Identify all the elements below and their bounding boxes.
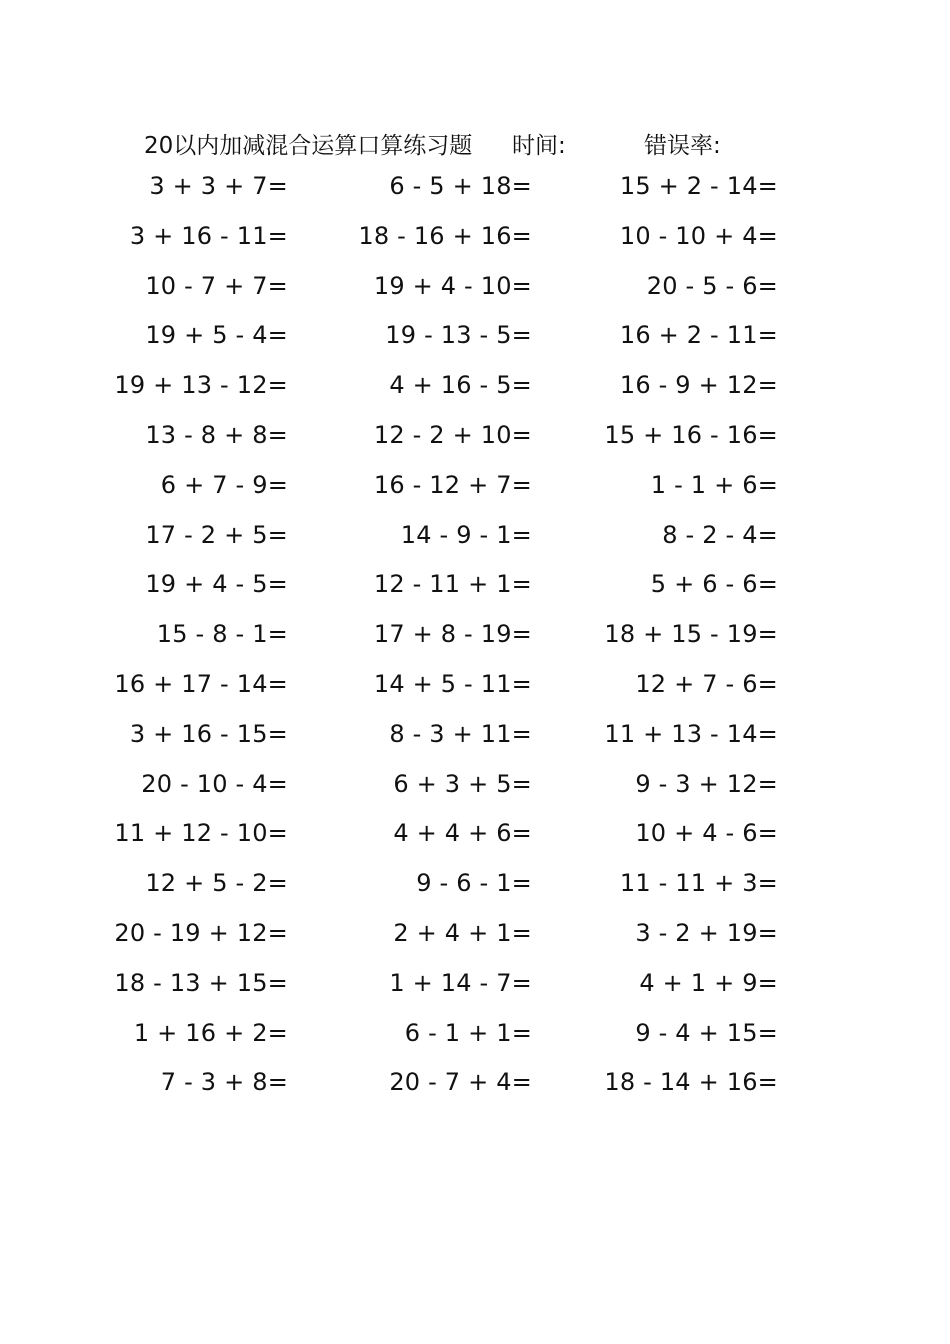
- arithmetic-problem: 16 - 12 + 7=: [373, 470, 532, 499]
- arithmetic-problem: 5 + 6 - 6=: [650, 570, 778, 599]
- arithmetic-problem: 17 - 2 + 5=: [145, 520, 288, 549]
- arithmetic-problem: 6 - 1 + 1=: [404, 1018, 532, 1047]
- arithmetic-problem: 19 + 13 - 12=: [114, 371, 288, 400]
- arithmetic-problem: 1 - 1 + 6=: [650, 470, 778, 499]
- arithmetic-problem: 3 - 2 + 19=: [635, 918, 778, 947]
- arithmetic-problem: 6 - 5 + 18=: [389, 172, 532, 200]
- problem-row: [0, 570, 950, 620]
- arithmetic-problem: 14 + 5 - 11=: [373, 669, 532, 698]
- arithmetic-problem: 4 + 4 + 6=: [393, 819, 532, 848]
- arithmetic-problem: 15 - 8 - 1=: [156, 620, 288, 649]
- arithmetic-problem: 3 + 3 + 7=: [149, 172, 288, 200]
- arithmetic-problem: 11 - 11 + 3=: [619, 869, 778, 898]
- problem-row: [0, 919, 950, 969]
- arithmetic-problem: 19 + 5 - 4=: [145, 321, 288, 350]
- arithmetic-problem: 9 - 6 - 1=: [416, 869, 532, 898]
- arithmetic-problem: 6 + 3 + 5=: [393, 769, 532, 798]
- problem-row: [0, 521, 950, 571]
- arithmetic-problem: 2 + 4 + 1=: [393, 918, 532, 947]
- arithmetic-problem: 18 - 16 + 16=: [358, 221, 532, 250]
- problem-row: [0, 272, 950, 322]
- worksheet-header: [0, 127, 950, 159]
- problem-row: [0, 620, 950, 670]
- arithmetic-problem: 18 - 14 + 16=: [604, 1068, 778, 1097]
- problem-row: [0, 670, 950, 720]
- arithmetic-problem: 10 - 7 + 7=: [145, 271, 288, 300]
- problem-row: [0, 1068, 950, 1118]
- arithmetic-problem: 1 + 16 + 2=: [133, 1018, 288, 1047]
- problem-row: [0, 770, 950, 820]
- arithmetic-problem: 20 - 10 - 4=: [141, 769, 288, 798]
- arithmetic-problem: 16 + 17 - 14=: [114, 669, 288, 698]
- arithmetic-problem: 10 - 10 + 4=: [619, 221, 778, 250]
- arithmetic-problem: 11 + 12 - 10=: [114, 819, 288, 848]
- arithmetic-problem: 20 - 19 + 12=: [114, 918, 288, 947]
- arithmetic-problem: 14 - 9 - 1=: [400, 520, 532, 549]
- arithmetic-problem: 16 - 9 + 12=: [619, 371, 778, 400]
- problem-row: [0, 421, 950, 471]
- problem-row: [0, 321, 950, 371]
- arithmetic-problem: 18 + 15 - 19=: [604, 620, 778, 649]
- arithmetic-problem: 12 + 5 - 2=: [145, 869, 288, 898]
- arithmetic-problem: 19 - 13 - 5=: [385, 321, 532, 350]
- worksheet-title: 20以内加减混合运算口算练习题: [144, 133, 473, 159]
- problem-row: [0, 869, 950, 919]
- problem-row: [0, 172, 950, 222]
- error-rate-label: 错误率:: [644, 133, 721, 159]
- problem-row: [0, 471, 950, 521]
- problem-row: [0, 720, 950, 770]
- arithmetic-problem: 16 + 2 - 11=: [619, 321, 778, 350]
- arithmetic-problem: 7 - 3 + 8=: [160, 1068, 288, 1097]
- arithmetic-problem: 8 - 3 + 11=: [389, 719, 532, 748]
- problem-row: [0, 371, 950, 421]
- arithmetic-problem: 11 + 13 - 14=: [604, 719, 778, 748]
- arithmetic-problem: 3 + 16 - 15=: [129, 719, 288, 748]
- arithmetic-problem: 4 + 16 - 5=: [389, 371, 532, 400]
- arithmetic-problem: 9 - 4 + 15=: [635, 1018, 778, 1047]
- arithmetic-problem: 12 - 2 + 10=: [373, 420, 532, 449]
- arithmetic-problem: 8 - 2 - 4=: [662, 520, 778, 549]
- arithmetic-problem: 12 - 11 + 1=: [373, 570, 532, 599]
- arithmetic-problem: 4 + 1 + 9=: [639, 968, 778, 997]
- arithmetic-problem: 10 + 4 - 6=: [635, 819, 778, 848]
- arithmetic-problem: 18 - 13 + 15=: [114, 968, 288, 997]
- arithmetic-problem: 17 + 8 - 19=: [373, 620, 532, 649]
- problem-row: [0, 969, 950, 1019]
- arithmetic-problem: 20 - 7 + 4=: [389, 1068, 532, 1097]
- time-label: 时间:: [512, 133, 566, 159]
- problem-grid: [0, 172, 950, 1118]
- arithmetic-problem: 9 - 3 + 12=: [635, 769, 778, 798]
- arithmetic-problem: 6 + 7 - 9=: [160, 470, 288, 499]
- arithmetic-problem: 1 + 14 - 7=: [389, 968, 532, 997]
- arithmetic-problem: 3 + 16 - 11=: [129, 221, 288, 250]
- arithmetic-problem: 15 + 16 - 16=: [604, 420, 778, 449]
- arithmetic-problem: 20 - 5 - 6=: [646, 271, 778, 300]
- arithmetic-problem: 15 + 2 - 14=: [619, 172, 778, 200]
- arithmetic-problem: 12 + 7 - 6=: [635, 669, 778, 698]
- arithmetic-problem: 19 + 4 - 10=: [373, 271, 532, 300]
- problem-row: [0, 819, 950, 869]
- problem-row: [0, 222, 950, 272]
- problem-row: [0, 1019, 950, 1069]
- arithmetic-problem: 13 - 8 + 8=: [145, 420, 288, 449]
- arithmetic-problem: 19 + 4 - 5=: [145, 570, 288, 599]
